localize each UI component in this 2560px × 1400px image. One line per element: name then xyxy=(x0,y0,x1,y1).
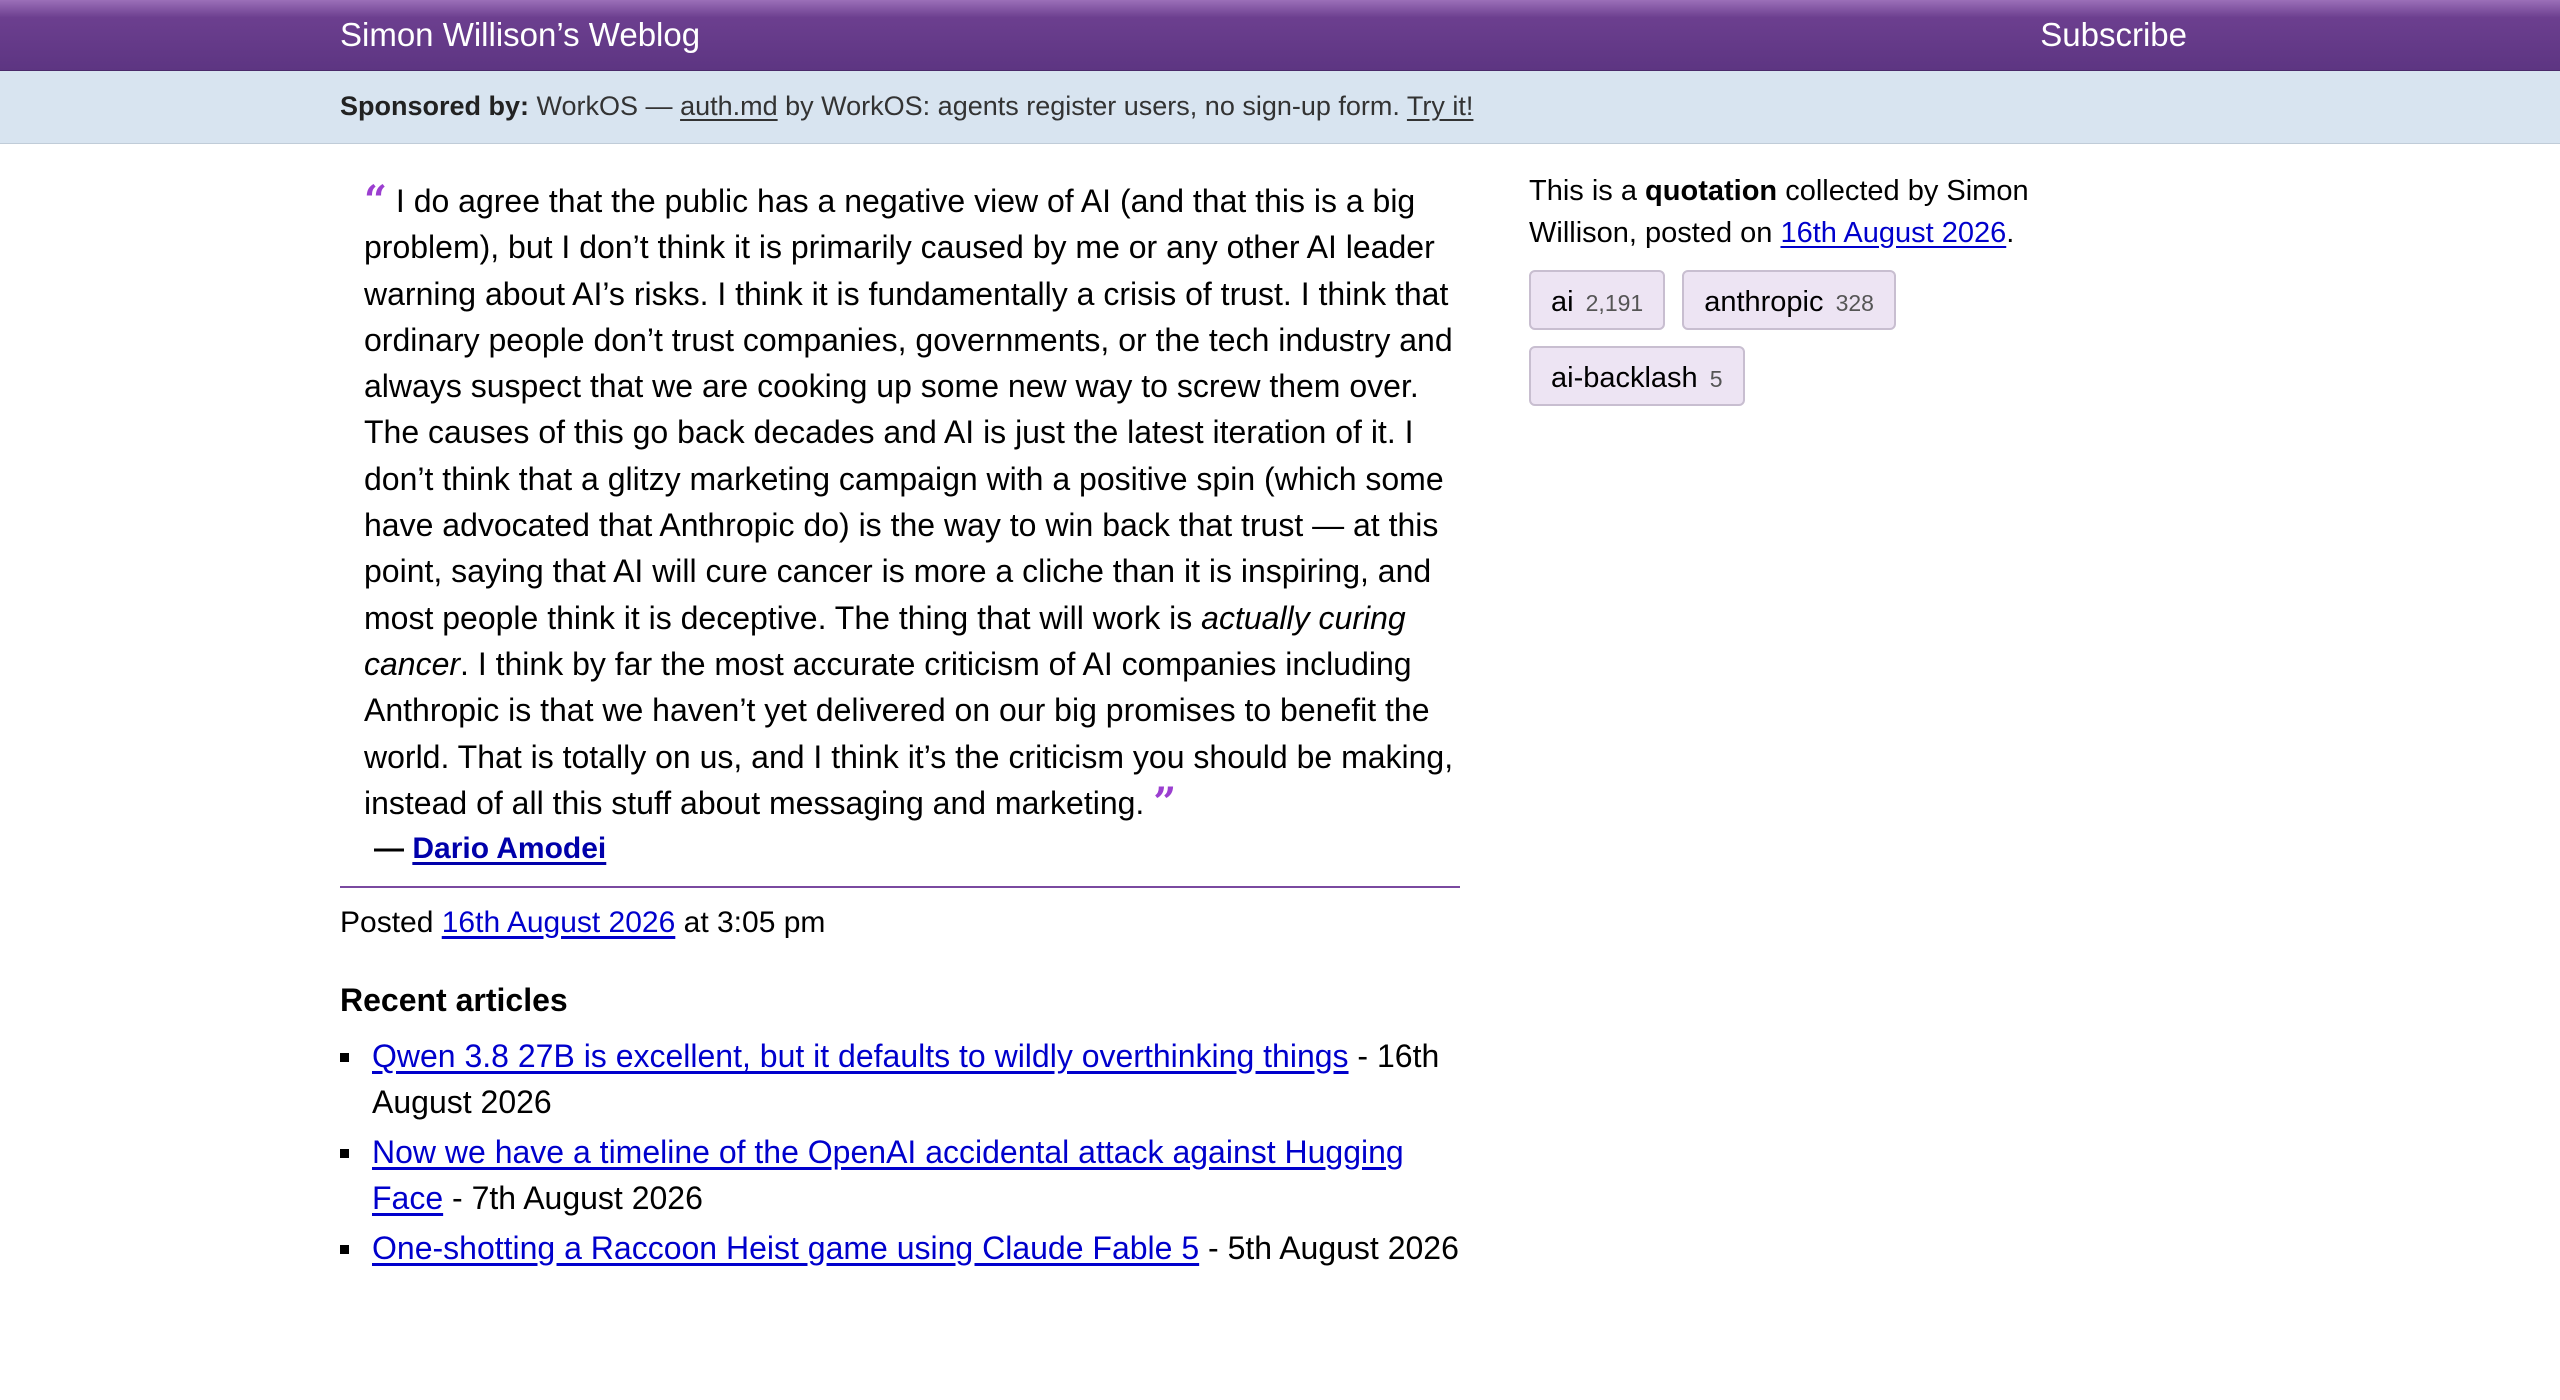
quote-emphasis: actually curing cancer xyxy=(364,599,1406,682)
quote-text-part-2: . I think by far the most accurate criticism of AI companies including Anthropic is that we haven’t yet delivered on our big promises to benefit the world. That is totally on us, and I think it’s the criticism you should be making, instead of all this stuff about messaging and marketing. xyxy=(364,645,1454,821)
subscribe-link[interactable]: Subscribe xyxy=(2040,16,2187,53)
attribution-dash: — xyxy=(374,832,404,866)
tag-count: 2,191 xyxy=(1585,290,1644,316)
recent-article-link[interactable]: One-shotting a Raccoon Heist game using Claude Fable 5 xyxy=(372,1230,1200,1267)
quote-attribution xyxy=(374,832,1460,866)
sponsor-banner xyxy=(0,71,2560,144)
recent-article-date: - 16th August 2026 xyxy=(372,1038,1440,1121)
divider xyxy=(340,886,1460,888)
sidebar xyxy=(1529,170,2089,406)
posted-info xyxy=(340,906,1460,940)
recent-article-date: - 5th August 2026 xyxy=(1208,1230,1459,1267)
main-content xyxy=(340,178,1460,1275)
about-text-2: collected by Simon Willison, posted on xyxy=(1529,175,2029,249)
list-item xyxy=(340,1033,1460,1125)
close-quote-icon: ” xyxy=(1153,778,1177,826)
recent-article-link[interactable]: Now we have a timeline of the OpenAI accidental attack against Hugging Face xyxy=(372,1134,1404,1217)
quote-text-part-1: I do agree that the public has a negative view of AI (and that this is a big problem), but I don’t think it is primarily caused by me or any other AI leader warning about AI’s risks. I think it is fundamentally a crisis of trust. I think that ordinary people don’t trust companies, governments, or the tech industry and always suspect that we are cooking up some new way to screw them over. The causes of this go back decades and AI is just the latest iteration of it. I don’t think that a glitzy marketing campaign with a positive spin (which some have advocated that Anthropic do) is the way to win back that trust — at this point, saying that AI will cure cancer is more a cliche than it is inspiring, and most people think it is deceptive. The thing that will work is xyxy=(364,183,1453,636)
list-item xyxy=(340,1129,1460,1221)
bullet-icon xyxy=(340,1245,349,1254)
tag-name: ai-backlash xyxy=(1551,362,1698,394)
sponsor-cta-link[interactable]: Try it! xyxy=(1406,91,1474,121)
sponsor-description: by WorkOS: agents register users, no sign-up form. xyxy=(785,91,1400,121)
author-link[interactable]: Dario Amodei xyxy=(412,832,607,866)
tag-count: 5 xyxy=(1709,366,1723,392)
posted-date-link[interactable]: 16th August 2026 xyxy=(441,906,676,940)
bullet-icon xyxy=(340,1053,349,1062)
site-header xyxy=(0,0,2560,71)
posted-time: at 3:05 pm xyxy=(683,906,826,940)
posted-prefix: Posted xyxy=(340,906,434,940)
quotation-block xyxy=(364,178,1460,826)
site-title-link[interactable]: Simon Willison’s Weblog xyxy=(340,16,701,53)
recent-article-link[interactable]: Qwen 3.8 27B is excellent, but it defaults to wildly overthinking things xyxy=(372,1038,1349,1075)
sponsor-label: Sponsored by: xyxy=(340,91,530,121)
about-text-1: This is a xyxy=(1529,175,1637,207)
tag-ai-backlash[interactable] xyxy=(1529,346,1745,406)
tag-list xyxy=(1529,270,1929,406)
sponsor-product-link[interactable]: auth.md xyxy=(680,91,778,121)
sponsor-text xyxy=(340,91,1473,122)
bullet-icon xyxy=(340,1149,349,1158)
tag-name: anthropic xyxy=(1704,286,1824,318)
sponsor-name: WorkOS — xyxy=(536,91,673,121)
about-period: . xyxy=(2006,217,2015,249)
tag-anthropic[interactable] xyxy=(1682,270,1896,330)
recent-article-date: - 7th August 2026 xyxy=(452,1180,703,1217)
tag-name: ai xyxy=(1551,286,1574,318)
tag-count: 328 xyxy=(1835,290,1874,316)
entry-type: quotation xyxy=(1645,175,1778,207)
open-quote-icon: “ xyxy=(364,177,388,224)
entry-about xyxy=(1529,170,2089,254)
recent-articles-list xyxy=(340,1033,1460,1271)
sidebar-date-link[interactable]: 16th August 2026 xyxy=(1780,217,2007,249)
tag-ai[interactable] xyxy=(1529,270,1665,330)
list-item xyxy=(340,1225,1460,1271)
recent-articles-heading: Recent articles xyxy=(340,982,568,1019)
